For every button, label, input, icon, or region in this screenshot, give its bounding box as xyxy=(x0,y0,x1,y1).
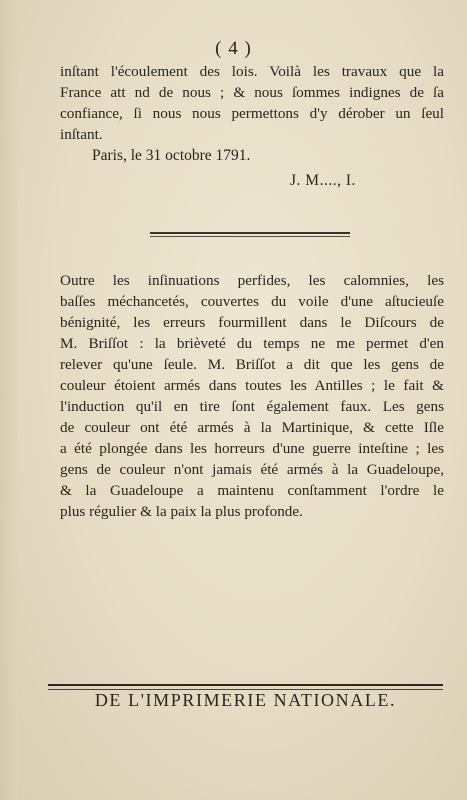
text-line: plus régulier & la paix la plus profonde. xyxy=(60,503,303,520)
text-line: Outre les inſinuations perfides, les calomnies, les xyxy=(60,272,444,289)
text-line: l'induction qu'il en tire ſont également faux. Les gens xyxy=(60,398,444,415)
text-line: M. Briſſot : la brièveté du temps ne me permet d'en xyxy=(60,335,444,352)
text-line: gens de couleur n'ont jamais été armés à la Guadeloupe, xyxy=(60,461,444,478)
text-line: bénignité, les erreurs fourmillent dans le Diſcours de xyxy=(60,314,444,331)
text-line: relever qu'une ſeule. M. Briſſot a dit que les gens de xyxy=(60,356,444,373)
text-line: couleur étoient armés dans toutes les Antilles ; le fait & xyxy=(60,377,444,394)
text-line: a été plongée dans les horreurs d'une guerre inteſtine ; les xyxy=(60,440,444,457)
paragraph-closing xyxy=(60,61,444,145)
signature: J. M...., I. xyxy=(290,172,356,189)
printer-imprint: DE L'IMPRIMERIE NATIONALE. xyxy=(94,690,397,710)
text-line: France att nd de nous ; & nous ſommes indignes de ſa xyxy=(60,84,444,101)
text-line: de couleur ont été armés à la Martinique, & cette Iſle xyxy=(60,419,444,436)
text-line: & la Guadeloupe a maintenu conſtamment l'ordre le xyxy=(60,482,444,499)
page-fold-shadow xyxy=(0,0,18,800)
paragraph-rebuttal xyxy=(60,270,444,522)
text-line: confiance, ſi nous nous permettons d'y dérober un ſeul xyxy=(60,105,444,122)
section-divider xyxy=(150,232,350,234)
text-line: inſtant l'écoulement des lois. Voilà les travaux que la xyxy=(60,63,444,80)
page-number: ( 4 ) xyxy=(215,38,252,59)
dateline: Paris, le 31 octobre 1791. xyxy=(92,147,251,164)
footer-rule xyxy=(48,684,443,686)
text-line: baſſes méchancetés, couvertes du voile d'une aſtucieuſe xyxy=(60,293,444,310)
text-line: inſtant. xyxy=(60,126,103,143)
